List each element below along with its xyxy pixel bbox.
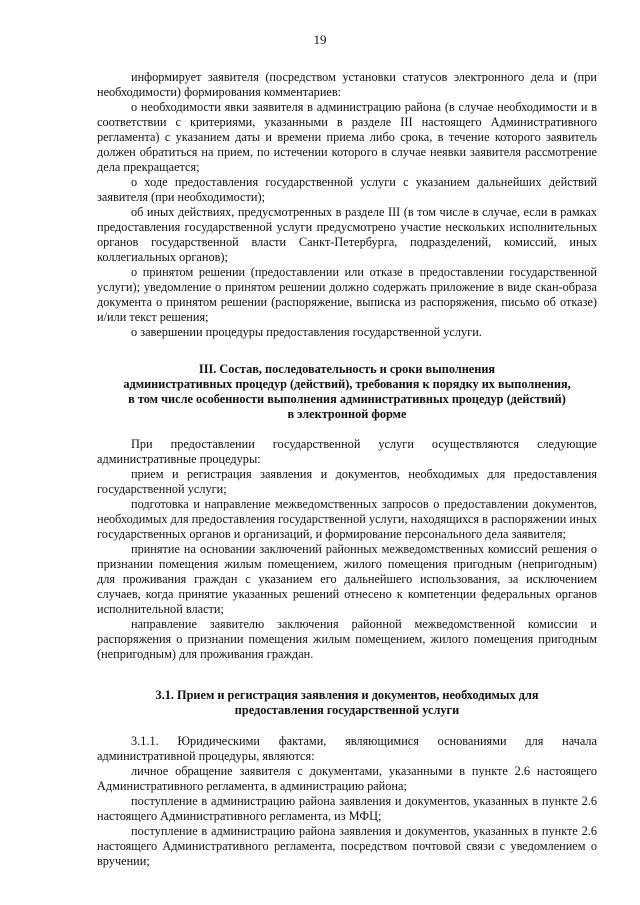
paragraph: о принятом решении (предоставлении или отказе в предоставлении государственной услуги); уведомление о принятом решении должно содержать приложение в виде скан-образа документа о принятом решении (распоряжение, выписка из распоряжения, письмо об отказе) и/или текст решения; <box>97 265 597 324</box>
paragraph: об иных действиях, предусмотренных в разделе III (в том числе в случае, если в рамках предоставления государственной услуги предусмотрено участие нескольких исполнительных органов государственной власти Санкт-Петербурга, подразделений, комиссий, иных коллегиальных органов); <box>97 205 597 264</box>
title-line: в электронной форме <box>287 407 407 421</box>
title-line: в том числе особенности выполнения административных процедур (действий) <box>128 392 566 406</box>
paragraph: направление заявителю заключения районной межведомственной комиссии и распоряжения о признании помещения жилым помещением, жилого помещения пригодным (непригодным) для проживания граждан. <box>97 617 597 661</box>
title-line: III. Состав, последовательность и сроки выполнения <box>198 362 496 376</box>
paragraph: подготовка и направление межведомственных запросов о предоставлении документов, необходимых для предоставления государственной услуги, находящихся в распоряжении иных государственных органов и организаций, и формирование персонального дела заявителя; <box>97 497 597 541</box>
intro-block <box>97 70 597 340</box>
title-line: предоставления государственной услуги <box>234 703 460 717</box>
paragraph: При предоставлении государственной услуги осуществляются следующие административные процедуры: <box>97 437 597 466</box>
paragraph: принятие на основании заключений районных межведомственных комиссий решения о признании помещения жилым помещением, жилого помещения пригодным (непригодным) для проживания граждан с указанием его дальнейшего использования, за исключением случаев, когда принятие указанных решений отнесено к компетенции федеральных органов исполнительной власти; <box>97 542 597 616</box>
section-3-1-body <box>97 734 597 869</box>
section-3-1-title <box>97 688 597 718</box>
section-3-body <box>97 437 597 662</box>
paragraph: о ходе предоставления государственной услуги с указанием дальнейших действий заявителя (при необходимости); <box>97 175 597 204</box>
paragraph: 3.1.1. Юридическими фактами, являющимися основаниями для начала административной процедуры, являются: <box>97 734 597 763</box>
paragraph: поступление в администрацию района заявления и документов, указанных в пункте 2.6 настоящего Административного регламента, из МФЦ; <box>97 794 597 823</box>
title-line: 3.1. Прием и регистрация заявления и документов, необходимых для <box>155 688 539 702</box>
page-number: 19 <box>313 32 327 47</box>
paragraph: информирует заявителя (посредством установки статусов электронного дела и (при необходимости) формирования комментариев: <box>97 70 597 99</box>
title-line: административных процедур (действий), требования к порядку их выполнения, <box>123 377 571 391</box>
section-3-title <box>97 362 597 422</box>
paragraph: прием и регистрация заявления и документов, необходимых для предоставления государственной услуги; <box>97 467 597 496</box>
paragraph: о завершении процедуры предоставления государственной услуги. <box>131 325 482 339</box>
paragraph: о необходимости явки заявителя в администрацию района (в случае необходимости и в соответствии с критериями, указанными в разделе III настоящего Административного регламента) с указанием даты и времени приема либо срока, в течение которого заявитель должен обратиться на прием, по истечении которого в случае неявки заявителя рассмотрение дела прекращается; <box>97 100 597 174</box>
paragraph: поступление в администрацию района заявления и документов, указанных в пункте 2.6 настоящего Административного регламента, посредством почтовой связи с уведомлением о вручении; <box>97 824 597 868</box>
paragraph: личное обращение заявителя с документами, указанными в пункте 2.6 настоящего Административного регламента, в администрацию района; <box>97 764 597 793</box>
